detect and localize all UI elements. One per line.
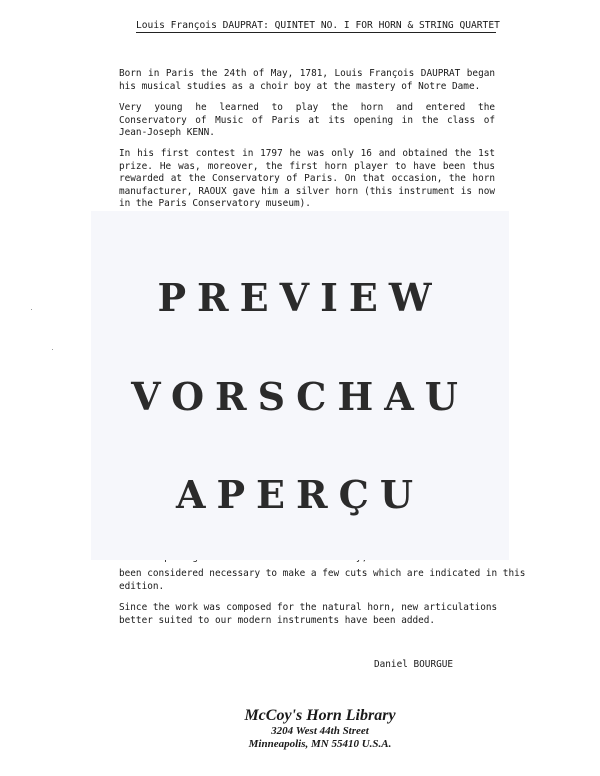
scan-speck (52, 349, 53, 350)
publisher-address: 3204 West 44th Street (271, 725, 369, 737)
biography-paragraph-1: Born in Paris the 24th of May, 1781, Louis François DAUPRAT began his musical studies as a choir boy at the mastery of Notre Dame. (119, 68, 495, 92)
scan-speck (31, 309, 32, 310)
edition-note-paragraph-2: Since the work was composed for the natural horn, new articulations better suited to our modern instruments have been added. (119, 602, 498, 626)
biography-paragraph-3: In his first contest in 1797 he was only 16 and obtained the 1st prize. He was, moreover, the first horn player to have been thus rewarded at the Conservatory of Paris. On that occasion, the horn manufacturer, RAOUX gave him a silver horn (this instrument is now in the Paris Conservatory museum). (119, 148, 495, 210)
publisher-block (200, 706, 440, 751)
watermark-preview: PREVIEW (157, 275, 443, 320)
biography-paragraph-2: Very young he learned to play the horn and entered the Conservatory of Music of Paris at its opening in the class of Jean-Joseph KENN. (119, 102, 495, 139)
edition-note-paragraph-1: been considered necessary to make a few cuts which are indicated in this edition. (119, 568, 526, 592)
page-title: Louis François DAUPRAT: QUINTET NO. I FOR HORN & STRING QUARTET (136, 20, 500, 31)
editor-signature: Daniel BOURGUE (374, 659, 454, 670)
watermark-vorschau: VORSCHAU (131, 374, 469, 419)
preview-watermark-panel (91, 211, 509, 560)
watermark-apercu: APERÇU (176, 472, 424, 517)
publisher-city: Minneapolis, MN 55410 U.S.A. (248, 738, 392, 750)
publisher-name: McCoy's Horn Library (244, 707, 396, 724)
